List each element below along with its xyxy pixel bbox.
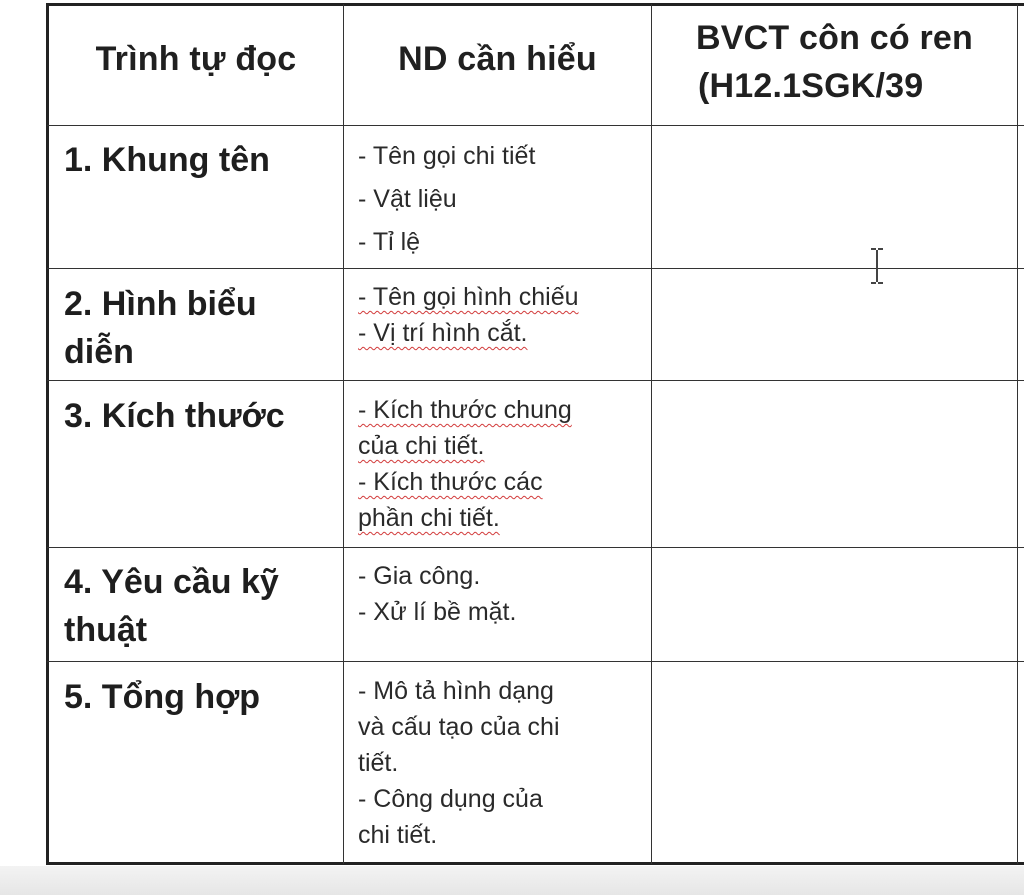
table-border-top [47, 3, 1024, 6]
list-item: - Kích thước các [358, 468, 543, 496]
list-item: - Công dụng của [358, 785, 543, 813]
header-drawing[interactable] [652, 14, 1017, 110]
column-divider [1017, 4, 1018, 864]
step-title[interactable]: 1. Khung tên [64, 141, 270, 179]
header-order-label: Trình tự đọc [95, 40, 297, 78]
list-item: và cấu tạo của chi [358, 713, 560, 741]
text-cursor-icon [868, 248, 886, 284]
list-item: phần chi tiết. [358, 504, 500, 532]
step-content[interactable] [358, 279, 648, 351]
drawing-cell[interactable] [652, 126, 1017, 268]
header-order[interactable] [49, 40, 343, 79]
drawing-cell[interactable] [652, 662, 1017, 862]
column-divider [343, 4, 344, 864]
step-content[interactable] [358, 135, 648, 264]
drawing-cell[interactable] [652, 381, 1017, 547]
list-item: - Vị trí hình cắt. [358, 319, 528, 347]
list-item: - Gia công. [358, 562, 481, 590]
header-drawing-line1: BVCT côn có ren [696, 19, 973, 57]
table-border-left [46, 3, 49, 865]
step-content[interactable] [358, 673, 648, 853]
list-item: chi tiết. [358, 821, 438, 849]
list-item: - Tên gọi chi tiết [358, 142, 536, 170]
list-item: - Kích thước chung [358, 396, 572, 424]
header-drawing-line2: (H12.1SGK/39 [698, 67, 924, 105]
step-content[interactable] [358, 558, 648, 630]
step-title[interactable]: 2. Hình biểu diễn [64, 285, 257, 371]
header-content-label: ND cần hiểu [398, 40, 597, 78]
list-item: - Tỉ lệ [358, 228, 421, 256]
list-item: - Vật liệu [358, 185, 457, 213]
header-content[interactable] [344, 40, 651, 79]
list-item: - Xử lí bề mặt. [358, 598, 517, 626]
list-item: - Tên gọi hình chiếu [358, 283, 579, 311]
drawing-cell[interactable] [652, 548, 1017, 661]
drawing-cell[interactable] [652, 269, 1017, 380]
table-border-bottom [46, 862, 1024, 865]
step-title[interactable]: 5. Tổng hợp [64, 678, 261, 716]
list-item: tiết. [358, 749, 399, 777]
step-content[interactable] [358, 392, 648, 536]
step-title[interactable]: 3. Kích thước [64, 397, 285, 435]
list-item: của chi tiết. [358, 432, 485, 460]
list-item: - Mô tả hình dạng [358, 677, 554, 705]
step-title[interactable]: 4. Yêu cầu kỹ thuật [64, 563, 279, 649]
footer-bar [0, 866, 1024, 895]
